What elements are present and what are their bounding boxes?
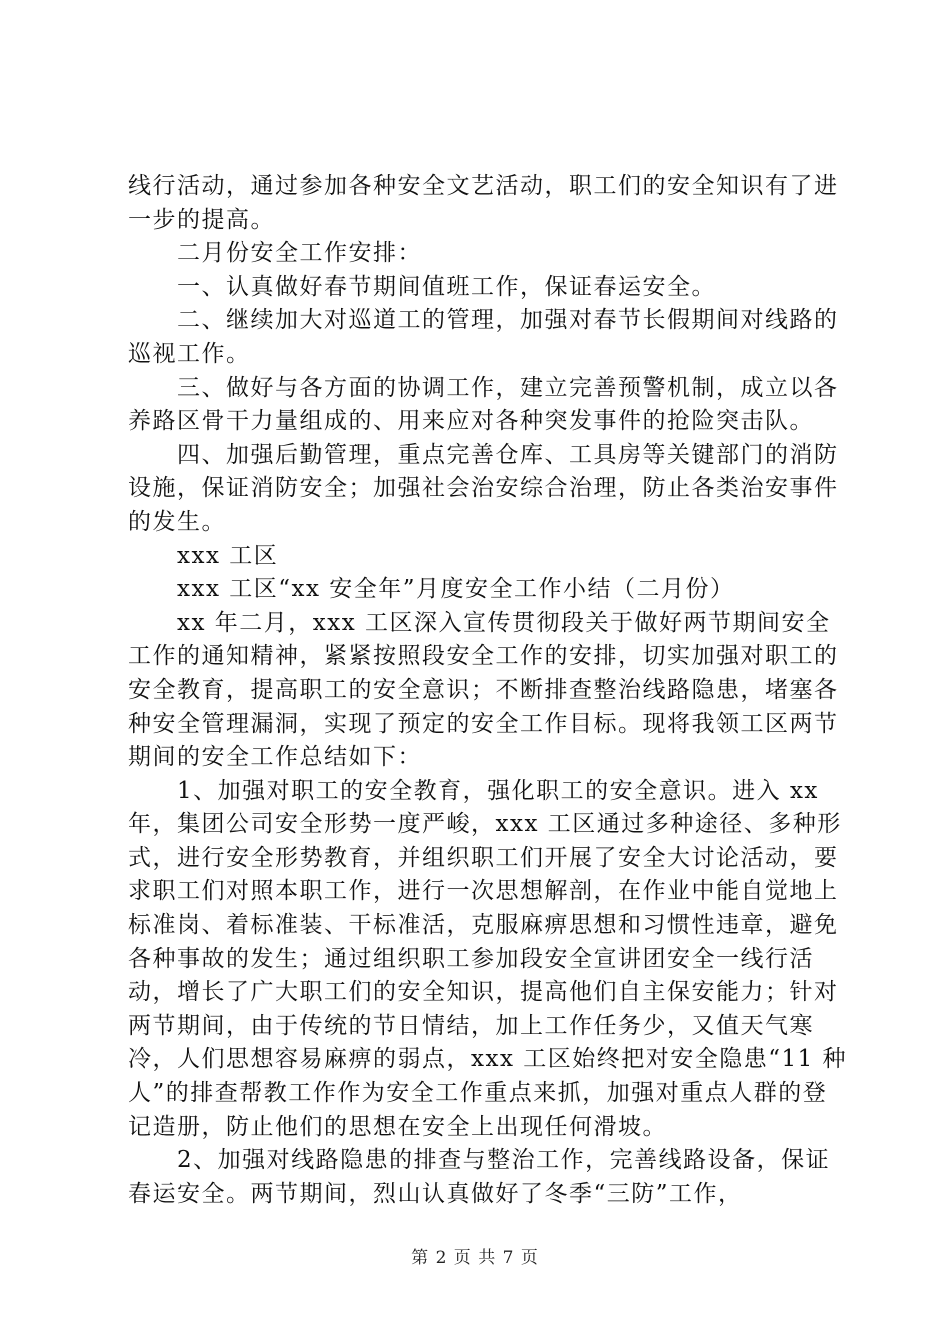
paragraph: 线行活动，通过参加各种安全文艺活动，职工们的安全知识有了进一步的提高。: [128, 173, 839, 233]
paragraph: 三、做好与各方面的协调工作，建立完善预警机制，成立以各养路区骨干力量组成的、用来应对各种突发事件的抢险突击队。: [128, 374, 839, 435]
signature-line: xxx 工区: [128, 542, 279, 569]
paragraph: 2、加强对线路隐患的排查与整治工作，完善线路设备，保证春运安全。两节期间，烈山认真做好了冬季“三防”工作，: [128, 1147, 831, 1207]
paragraph: 二月份安全工作安排：: [128, 240, 422, 267]
page-footer: 第 2 页 共 7 页: [411, 1248, 539, 1268]
paragraph: 二、继续加大对巡道工的管理，加强对春节长假期间对线路的巡视工作。: [128, 307, 839, 367]
section-title: xxx 工区“xx 安全年”月度安全工作小结（二月份）: [128, 576, 735, 603]
paragraph: xx 年二月，xxx 工区深入宣传贯彻段关于做好两节期间安全工作的通知精神，紧紧按照段安全工作的安排，切实加强对职工的安全教育，提高职工的安全意识；不断排查整治线路隐患，堵塞各种安全管理漏洞，实现了预定的安全工作目标。现将我领工区两节期间的安全工作总结如下：: [128, 609, 839, 771]
paragraph: 四、加强后勤管理，重点完善仓库、工具房等关键部门的消防设施，保证消防安全；加强社会治安综合治理，防止各类治安事件的发生。: [128, 441, 839, 535]
document-body: [128, 170, 848, 1211]
paragraph: 1、加强对职工的安全教育，强化职工的安全意识。进入 xx 年，集团公司安全形势一度严峻，xxx 工区通过多种途径、多种形式，进行安全形势教育，并组织职工们开展了安全大讨论活动，要求职工们对照本职工作，进行一次思想解剖，在作业中能自觉地上标准岗、着标准装、干标准活，克服麻痹思想和习惯性违章，避免各种事故的发生；通过组织职工参加段安全宣讲团安全一线行活动，增长了广大职工们的安全知识，提高他们自主保安能力；针对两节期间，由于传统的节日情结，加上工作任务少，又值天气寒冷，人们思想容易麻痹的弱点，xxx 工区始终把对安全隐患“11 种人”的排查帮教工作作为安全工作重点来抓，加强对重点人群的登记造册，防止他们的思想在安全上出现任何滑坡。: [128, 777, 848, 1140]
paragraph: 一、认真做好春节期间值班工作，保证春运安全。: [128, 273, 716, 300]
